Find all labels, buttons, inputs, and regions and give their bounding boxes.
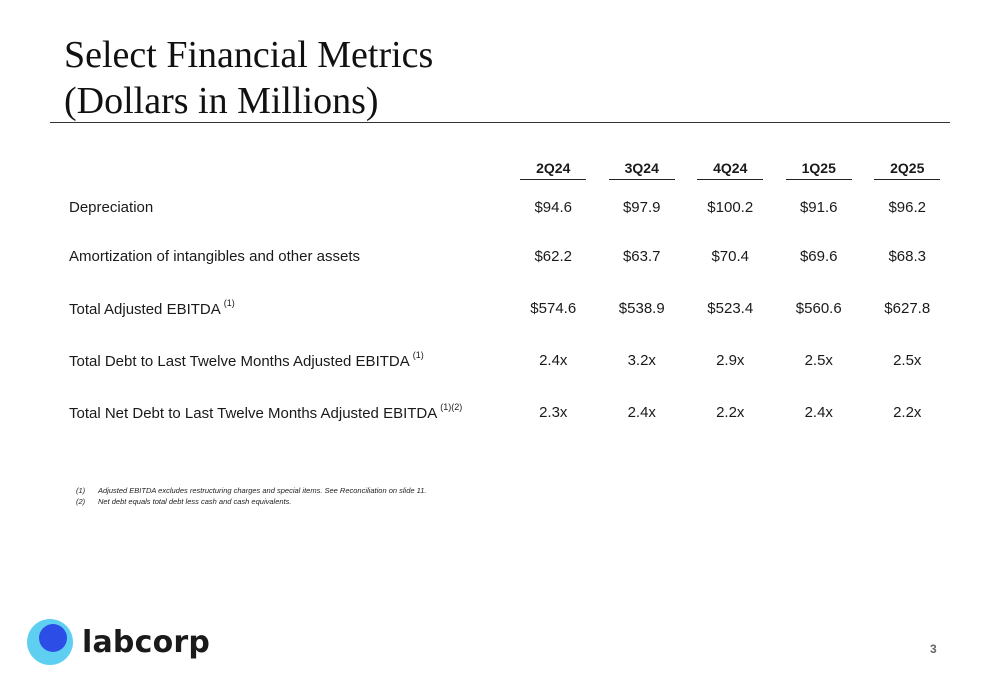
table-cell: $63.7 — [622, 247, 661, 265]
column-header: 2Q24 — [509, 160, 598, 184]
title-divider — [50, 122, 950, 123]
table-cell: $560.6 — [795, 299, 842, 317]
table-cell: $62.2 — [534, 247, 573, 265]
table-cell: $538.9 — [618, 299, 665, 317]
footnote-ref: (1)(2) — [440, 402, 463, 412]
header-label-spacer — [64, 160, 509, 184]
slide-title — [64, 32, 433, 124]
table-row — [64, 386, 952, 438]
footnote-text: Net debt equals total debt less cash and cash equivalents. — [98, 497, 292, 506]
table-cell: 2.5x — [893, 351, 922, 369]
column-header: 2Q25 — [863, 160, 952, 184]
row-label: Amortization of intangibles and other assets — [69, 247, 360, 265]
table-cell: 2.4x — [627, 403, 656, 421]
labcorp-logo — [26, 618, 210, 666]
footnote-number: (1) — [76, 486, 86, 495]
table-row — [64, 282, 952, 334]
column-header: 1Q25 — [775, 160, 864, 184]
table-row — [64, 334, 952, 386]
footnote-ref: (1) — [412, 350, 424, 360]
table-cell: 2.2x — [893, 403, 922, 421]
footnotes — [76, 485, 427, 507]
table-row — [64, 184, 952, 230]
table-cell: 2.5x — [804, 351, 833, 369]
table-cell: $94.6 — [534, 198, 573, 216]
table-cell: $68.3 — [888, 247, 927, 265]
footnote-text: Adjusted EBITDA excludes restructuring charges and special items. See Reconciliation on slide 11. — [98, 486, 427, 495]
column-header: 4Q24 — [686, 160, 775, 184]
table-cell: $96.2 — [888, 198, 927, 216]
title-line-2: (Dollars in Millions) — [64, 80, 379, 122]
table-cell: 2.4x — [804, 403, 833, 421]
footnote — [76, 485, 427, 496]
table-row — [64, 230, 952, 282]
labcorp-logo-icon — [26, 618, 74, 666]
table-cell: 3.2x — [627, 351, 656, 369]
financial-metrics-table — [64, 160, 952, 438]
table-cell: $627.8 — [884, 299, 931, 317]
table-cell: $70.4 — [711, 247, 750, 265]
table-cell: 2.9x — [716, 351, 745, 369]
title-line-1: Select Financial Metrics — [64, 34, 434, 76]
footnote-ref: (1) — [223, 298, 235, 308]
footnote — [76, 496, 427, 507]
row-label: Total Adjusted EBITDA $^{(1)}$ — [69, 298, 235, 318]
table-cell: 2.4x — [539, 351, 568, 369]
table-cell: 2.2x — [716, 403, 745, 421]
column-header: 3Q24 — [598, 160, 687, 184]
row-label: Depreciation — [69, 198, 154, 216]
row-label: Total Net Debt to Last Twelve Months Adjusted EBITDA $^{(1)(2)}$ — [69, 402, 463, 422]
logo-wordmark: labcorp — [82, 624, 211, 660]
table-cell: 2.3x — [539, 403, 568, 421]
table-cell: $523.4 — [707, 299, 754, 317]
table-cell: $97.9 — [622, 198, 661, 216]
table-header-row — [64, 160, 952, 184]
page-number: 3 — [930, 642, 937, 656]
footnote-number: (2) — [76, 497, 86, 506]
table-cell: $69.6 — [799, 247, 838, 265]
table-cell: $91.6 — [799, 198, 838, 216]
table-cell: $100.2 — [707, 198, 754, 216]
table-cell: $574.6 — [530, 299, 577, 317]
row-label: Total Debt to Last Twelve Months Adjusted EBITDA $^{(1)}$ — [69, 350, 424, 370]
